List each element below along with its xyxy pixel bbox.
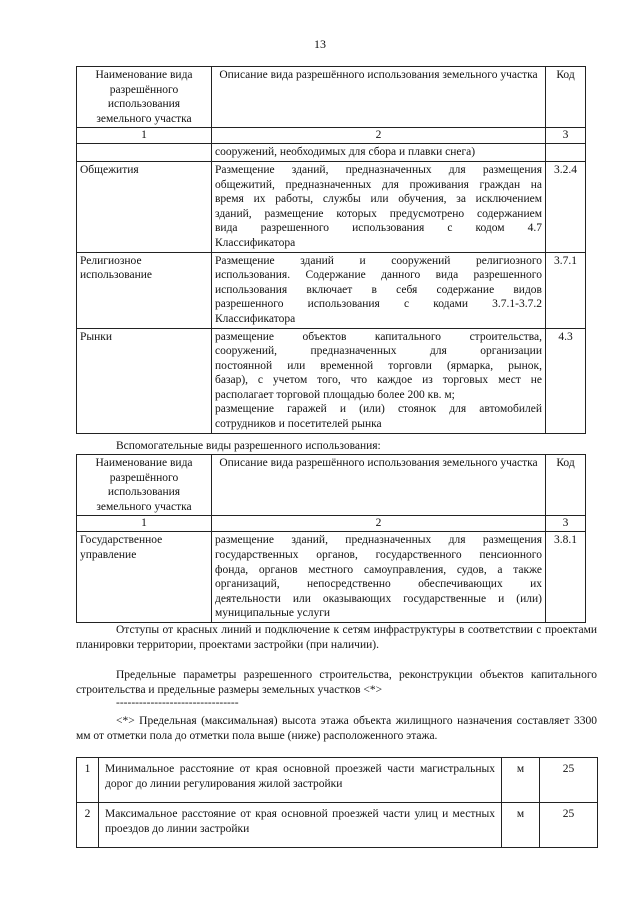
column-number-row: [77, 128, 586, 144]
param-value: 25: [540, 758, 598, 803]
header-name: Наименование вида разрешённого использования земельного участка: [77, 455, 212, 516]
param-text: Минимальное расстояние от края основной проезжей части магистральных дорог до линии регулирования жилой застройки: [99, 758, 502, 803]
parameters-table: [76, 757, 598, 848]
header-code: Код: [546, 67, 586, 128]
param-value: 25: [540, 803, 598, 848]
continuation-row: [77, 144, 586, 162]
param-unit: м: [502, 758, 540, 803]
table-row: [77, 532, 586, 623]
use-name: Государственное управление: [77, 532, 212, 623]
table-row: [77, 803, 598, 848]
param-number: 1: [77, 758, 99, 803]
use-code: 3.2.4: [546, 161, 586, 252]
use-description: Размещение зданий и сооружений религиозного использования. Содержание данного вида разрешенного использования включает в себя содержание видов разрешенного использования с кодами 3.7.1-3.7.2 Классификатора: [212, 252, 546, 328]
continuation-text: сооружений, необходимых для сбора и плавки снега): [212, 144, 546, 162]
header-description: Описание вида разрешённого использования земельного участка: [212, 455, 546, 516]
use-name: Религиозное использование: [77, 252, 212, 328]
table-header-row: [77, 455, 586, 516]
col-num-1: 1: [77, 128, 212, 144]
auxiliary-heading: Вспомогательные виды разрешенного использования:: [116, 440, 381, 452]
col-num-3: 3: [546, 128, 586, 144]
use-code: 3.8.1: [546, 532, 586, 623]
use-code: 3.7.1: [546, 252, 586, 328]
use-name: Общежития: [77, 161, 212, 252]
col-num-2: 2: [212, 128, 546, 144]
table-row: [77, 758, 598, 803]
use-code: 4.3: [546, 328, 586, 433]
table-header-row: [77, 67, 586, 128]
footnote-separator: --------------------------------: [116, 698, 239, 709]
auxiliary-use-table: [76, 454, 586, 623]
header-description: Описание вида разрешённого использования земельного участка: [212, 67, 546, 128]
table-row: [77, 328, 586, 433]
page-number: 13: [314, 37, 326, 51]
param-number: 2: [77, 803, 99, 848]
param-text: Максимальное расстояние от края основной проезжей части улиц и местных проездов до линии застройки: [99, 803, 502, 848]
header-code: Код: [546, 455, 586, 516]
setbacks-paragraph: Отступы от красных линий и подключение к сетям инфраструктуры в соответствии с проектами планировки территории, проектами застройки (при наличии).: [76, 624, 597, 651]
use-description: Размещение зданий, предназначенных для размещения общежитий, предназначенных для проживания граждан на время их работы, службы или обучения, за исключением зданий, размещение которых предусмотрено содержанием вида разрешенного использования с кодом 4.7 Классификатора: [212, 161, 546, 252]
use-description: размещение зданий, предназначенных для размещения государственных органов, государственного пенсионного фонда, органов местного самоуправления, судов, а также организаций, непосредственно обеспечивающих их деятельности или оказывающих государственные и (или) муниципальные услуги: [212, 532, 546, 623]
header-name: Наименование вида разрешённого использования земельного участка: [77, 67, 212, 128]
use-name: Рынки: [77, 328, 212, 433]
main-use-table: [76, 66, 586, 434]
table-row: [77, 161, 586, 252]
table-row: [77, 252, 586, 328]
limits-paragraph: Предельные параметры разрешенного строительства, реконструкции объектов капитального строительства и предельные размеры земельных участков <*>: [76, 669, 597, 696]
column-number-row: 1 2 3: [77, 516, 586, 532]
use-description: размещение объектов капитального строительства, сооружений, предназначенных для организации постоянной или временной торговли (ярмарка, рынок, базар), с учетом того, что каждое из торговых мест не располагает торговой площадью более 200 кв. м; размещение гаражей и (или) стоянок для автомобилей сотрудников и посетителей рынка: [212, 328, 546, 433]
footnote-text: <*> Предельная (максимальная) высота этажа объекта жилищного назначения составляет 3300 мм от отметки пола до отметки пола выше (ниже) расположенного этажа.: [76, 715, 597, 742]
param-unit: м: [502, 803, 540, 848]
